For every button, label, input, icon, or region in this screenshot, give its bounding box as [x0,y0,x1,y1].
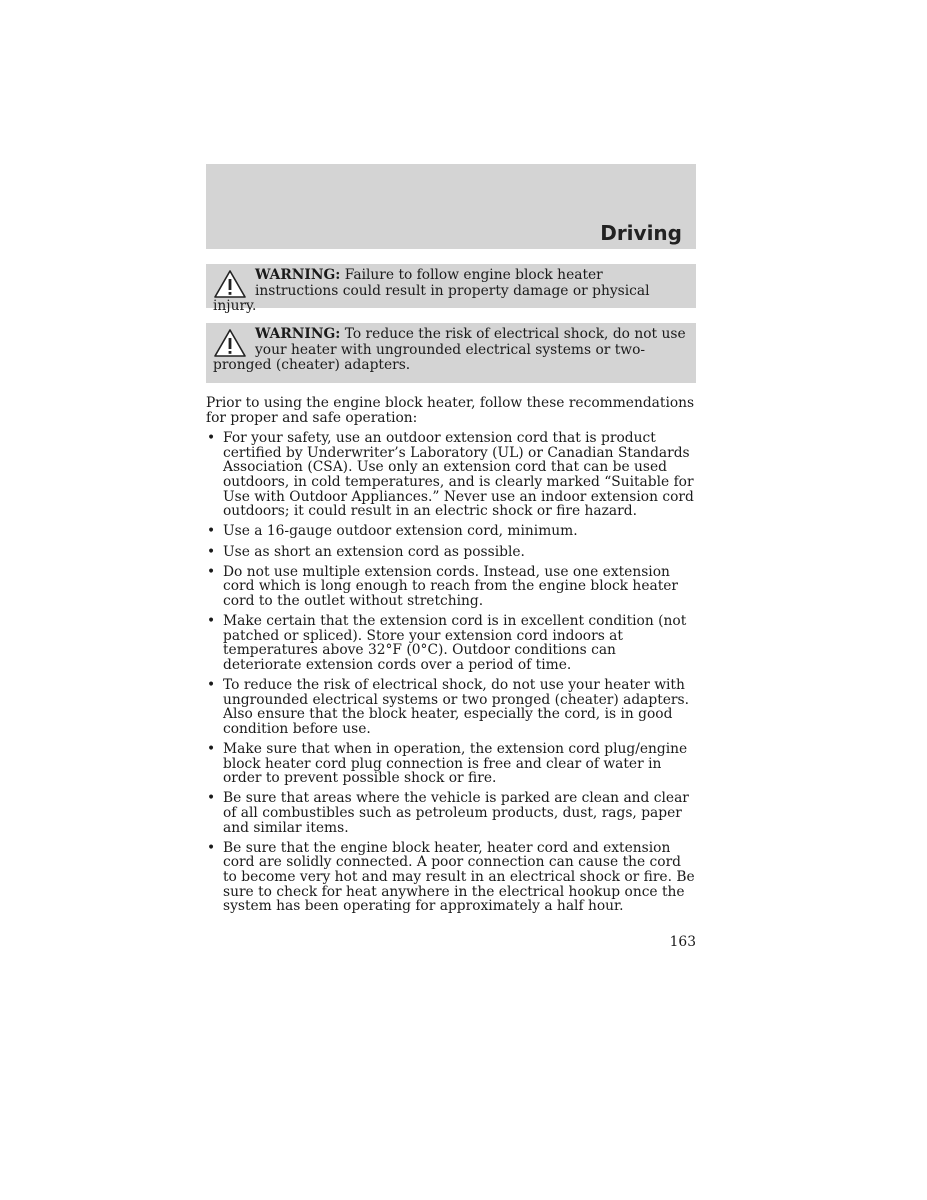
warning-triangle-icon [213,327,247,357]
bullet-icon: • [207,430,216,447]
list-item-text: Do not use multiple extension cords. Instead, use one extension cord which is long enough to reach from the engine block heater cord to the outlet without stretching. [223,563,679,609]
list-item-text: Use a 16-gauge outdoor extension cord, minimum. [223,523,578,540]
list-item-text: Use as short an extension cord as possible. [223,543,525,560]
section-header [206,164,696,249]
bullet-icon: • [207,839,216,856]
bullet-icon: • [207,677,216,694]
list-item-text: Make certain that the extension cord is in excellent condition (not patched or spliced). Store your extension cord indoors at temperatures above 32°F (0°C). Outdoor conditions can deteriorate extension cords over a period of time. [223,613,687,673]
list-item-text: For your safety, use an outdoor extension cord that is product certified by Underwriter’s Laboratory (UL) or Canadian Standards Association (CSA). Use only an extension cord that can be used outdoors, in cold temperatures, and is clearly marked “Suitable for Use with Outdoor Appliances.” Never use an indoor extension cord outdoors; it could result in an electric shock or fire hazard. [223,430,694,520]
warning-text: Failure to follow engine block heater instructions could result in property damage or physical injury. [213,267,650,314]
intro-paragraph: Prior to using the engine block heater, follow these recommendations for proper and safe operation: [206,395,695,426]
list-item [206,791,696,835]
section-title: Driving [600,221,682,245]
list-item [206,678,696,736]
list-item [206,524,696,539]
bullet-icon: • [207,613,216,630]
list-item-text: Be sure that areas where the vehicle is parked are clean and clear of all combustibles such as petroleum products, dust, rags, paper and similar items. [223,790,689,836]
list-item [206,614,696,672]
bullet-icon: • [207,741,216,758]
warning-label: WARNING: [255,326,341,342]
warning-triangle-icon [213,268,247,298]
list-item [206,431,696,519]
bullet-icon: • [207,543,216,560]
bullet-icon: • [207,563,216,580]
list-item-text: Be sure that the engine block heater, heater cord and extension cord are solidly connected. A poor connection can cause the cord to become very hot and may result in an electrical shock or fire. Be sure to check for heat anywhere in the electrical hookup once the system has been operating for approximately a half hour. [223,839,695,915]
bullet-icon: • [207,790,216,807]
list-item [206,545,696,560]
list-item-text: To reduce the risk of electrical shock, do not use your heater with ungrounded electrical systems or two pronged (cheater) adapters. Also ensure that the block heater, especially the cord, is in good condition before use. [223,677,689,737]
list-item [206,841,696,914]
list-item [206,565,696,609]
page-number: 163 [669,934,696,950]
bullet-icon: • [207,523,216,540]
warning-box-1 [206,264,696,314]
body-content [206,396,696,919]
warning-text: To reduce the risk of electrical shock, do not use your heater with ungrounded electrical systems or two-pronged (cheater) adapters. [213,326,686,373]
recommendation-list [206,431,696,914]
warning-box-2 [206,323,696,383]
warning-label: WARNING: [255,267,341,283]
list-item-text: Make sure that when in operation, the extension cord plug/engine block heater cord plug connection is free and clear of water in order to prevent possible shock or fire. [223,741,688,787]
list-item [206,742,696,786]
